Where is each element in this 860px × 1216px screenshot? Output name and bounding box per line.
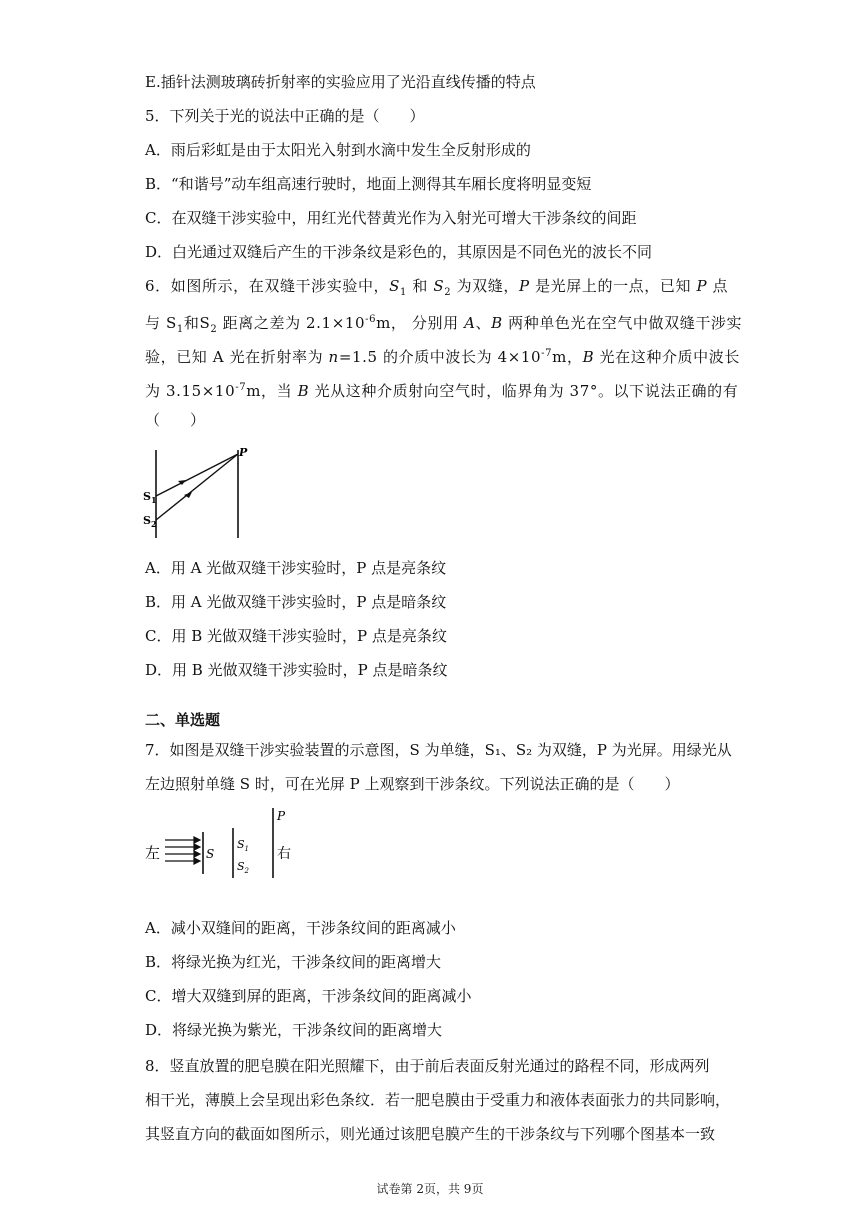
question-8-stem-line-2: 相干光，薄膜上会呈现出彩色条纹．若一肥皂膜由于受重力和液体表面张力的共同影响，: [145, 1091, 731, 1109]
question-6-answer-bracket: （ ）: [145, 411, 206, 429]
section-title-single-choice: 二、单选题: [145, 711, 221, 729]
single-slit-s-label: S: [206, 847, 215, 861]
double-slit-apparatus-figure-q7: [145, 806, 305, 882]
slit-s2-label: $S_2$: [237, 860, 250, 875]
question-6-stem-line-1: 6．如图所示，在双缝干涉实验中，$S_1$ 和 $S_2$ 为双缝，P 是光屏上的一点，已知 P 点: [145, 277, 729, 298]
option-e-line: E.插针法测玻璃砖折射率的实验应用了光沿直线传播的特点: [145, 73, 536, 91]
left-label: 左: [145, 844, 161, 862]
slit-s1-label: $S_1$: [237, 838, 250, 853]
ray-s1-to-p: [156, 454, 238, 496]
question-6-stem-line-3: 验，已知 A 光在折射率为 n=1.5 的介质中波长为 $4\times 10^{-7}m$，B 光在这种介质中波长: [145, 348, 740, 366]
question-5-option-c: C．在双缝干涉实验中，用红光代替黄光作为入射光可增大干涉条纹的间距: [145, 209, 637, 227]
question-6-stem-line-2: 与 $S_1$和$S_2$ 距离之差为 $2.1\times 10^{-6}m$， 分别用 A、B 两种单色光在空气中做双缝干涉实: [145, 314, 743, 335]
question-6-option-b: B．用 A 光做双缝干涉实验时，P 点是暗条纹: [145, 593, 447, 611]
slit-s1-label: $S_1$: [143, 490, 157, 505]
question-6-option-d: D．用 B 光做双缝干涉实验时，P 点是暗条纹: [145, 661, 448, 679]
question-7-option-d: D．将绿光换为紫光，干涉条纹间的距离增大: [145, 1021, 443, 1039]
question-5-option-a: A．雨后彩虹是由于太阳光入射到水滴中发生全反射形成的: [145, 141, 531, 159]
question-8-stem-line-3: 其竖直方向的截面如图所示，则光通过该肥皂膜产生的干涉条纹与下列哪个图基本一致: [145, 1125, 716, 1143]
question-5-option-b: B．“和谐号”动车组高速行驶时，地面上测得其车厢长度将明显变短: [145, 175, 592, 193]
question-6-stem-line-4: 为 $3.15\times 10^{-7}m$，当 B 光从这种介质射向空气时，临界角为 37°。以下说法正确的有: [145, 382, 739, 400]
ray-s2-to-p: [156, 454, 238, 520]
incident-light-arrows: [165, 837, 200, 864]
question-7-option-a: A．减小双缝间的距离，干涉条纹间的距离减小: [145, 919, 456, 937]
question-7-stem-line-1: 7．如图是双缝干涉实验装置的示意图，S 为单缝，S₁、S₂ 为双缝，P 为光屏。用绿光从: [145, 741, 732, 759]
screen-p-label: P: [277, 809, 286, 823]
double-slit-figure-q6: [140, 444, 250, 544]
question-6-option-a: A．用 A 光做双缝干涉实验时，P 点是亮条纹: [145, 559, 447, 577]
question-5-stem: 5．下列关于光的说法中正确的是（ ）: [145, 107, 425, 125]
page-footer: 试卷第 2页，共 9页: [376, 1182, 484, 1196]
question-5-option-d: D．白光通过双缝后产生的干涉条纹是彩色的，其原因是不同色光的波长不同: [145, 243, 653, 261]
question-7-option-c: C．增大双缝到屏的距离，干涉条纹间的距离减小: [145, 987, 472, 1005]
question-6-option-c: C．用 B 光做双缝干涉实验时，P 点是亮条纹: [145, 627, 447, 645]
question-8-stem-line-1: 8．竖直放置的肥皂膜在阳光照耀下，由于前后表面反射光通过的路程不同，形成两列: [145, 1057, 710, 1075]
slit-s2-label: $S_2$: [143, 514, 157, 529]
point-p-label: P: [239, 446, 248, 459]
right-label: 右: [277, 846, 291, 862]
question-7-stem-line-2: 左边照射单缝 S 时，可在光屏 P 上观察到干涉条纹。下列说法正确的是（ ）: [145, 775, 680, 793]
question-7-option-b: B．将绿光换为红光，干涉条纹间的距离增大: [145, 953, 442, 971]
